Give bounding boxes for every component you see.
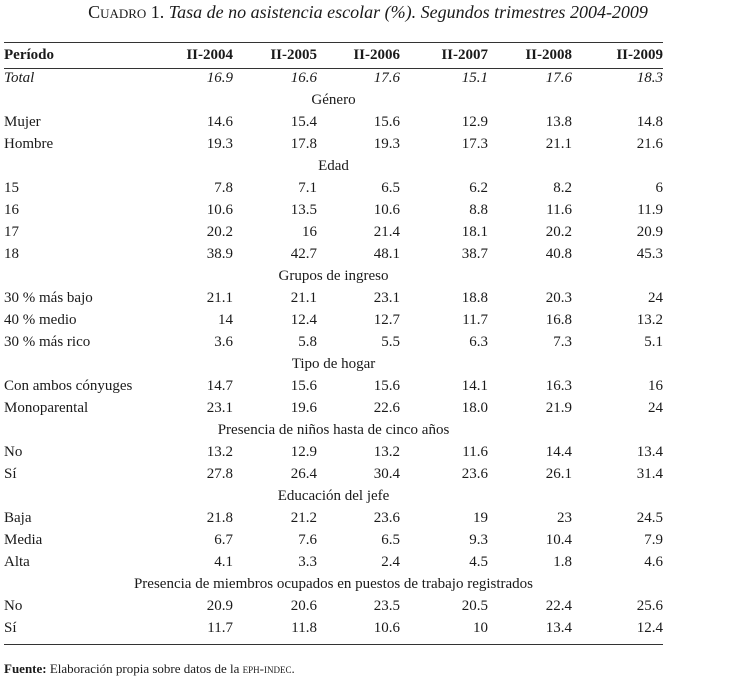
table-cell: 23 bbox=[557, 510, 572, 526]
bottom-rule bbox=[4, 644, 663, 645]
table-cell: 3.6 bbox=[214, 334, 233, 350]
table-cell: 22.4 bbox=[545, 598, 572, 614]
table-cell: 10 bbox=[473, 620, 488, 636]
table-cell: 45.3 bbox=[636, 246, 663, 262]
table-cell: 42.7 bbox=[290, 246, 317, 262]
table-cell: 18.1 bbox=[461, 224, 488, 240]
table-cell: 15.6 bbox=[373, 114, 400, 130]
table-cell: 10.4 bbox=[545, 532, 572, 548]
table-cell: 24 bbox=[648, 290, 663, 306]
row-label: Sí bbox=[4, 466, 17, 482]
row-label: 15 bbox=[4, 180, 19, 196]
table-row bbox=[4, 595, 663, 617]
table-cell: 19.3 bbox=[373, 136, 400, 152]
table-cell: 13.5 bbox=[290, 202, 317, 218]
table-cell: 15.4 bbox=[290, 114, 317, 130]
row-label: 17 bbox=[4, 224, 19, 240]
table-cell: 26.1 bbox=[545, 466, 572, 482]
table-cell: 7.1 bbox=[298, 180, 317, 196]
row-label: Con ambos cónyuges bbox=[4, 378, 133, 394]
caption-number: Cuadro 1. bbox=[88, 2, 165, 22]
table-cell: 23.5 bbox=[373, 598, 400, 614]
table-cell: 13.4 bbox=[545, 620, 572, 636]
header-row bbox=[4, 43, 663, 67]
table-cell: 9.3 bbox=[469, 532, 488, 548]
section-title: Presencia de niños hasta de cinco años bbox=[217, 422, 450, 438]
table-cell: 14 bbox=[218, 312, 233, 328]
table-cell: 14.7 bbox=[206, 378, 233, 394]
caption-title: Tasa de no asistencia escolar (%). Segundos trimestres 2004-2009 bbox=[168, 2, 648, 22]
table-cell: 5.5 bbox=[381, 334, 400, 350]
table-cell: 13.2 bbox=[206, 444, 233, 460]
table-cell: 27.8 bbox=[206, 466, 233, 482]
table-cell: 38.9 bbox=[206, 246, 233, 262]
table-cell: 20.2 bbox=[545, 224, 572, 240]
table-cell: 7.3 bbox=[553, 334, 572, 350]
table-cell: 18.3 bbox=[636, 70, 663, 86]
table-cell: 12.9 bbox=[290, 444, 317, 460]
table-cell: 11.9 bbox=[637, 202, 663, 218]
table-row bbox=[4, 617, 663, 639]
table-cell: 19 bbox=[473, 510, 488, 526]
table-cell: 16.9 bbox=[206, 70, 233, 86]
table-cell: 14.1 bbox=[461, 378, 488, 394]
table-cell: 20.2 bbox=[206, 224, 233, 240]
table-cell: 18.0 bbox=[461, 400, 488, 416]
table-cell: 14.6 bbox=[206, 114, 233, 130]
section-header-row bbox=[4, 573, 663, 595]
table-cell: 17.3 bbox=[461, 136, 488, 152]
table-cell: 14.4 bbox=[545, 444, 572, 460]
table-cell: 16.3 bbox=[545, 378, 572, 394]
table-cell: 4.5 bbox=[469, 554, 488, 570]
table-cell: 15.6 bbox=[290, 378, 317, 394]
table-cell: 7.8 bbox=[214, 180, 233, 196]
table-cell: 10.6 bbox=[206, 202, 233, 218]
table-cell: 8.2 bbox=[553, 180, 572, 196]
table-row bbox=[4, 397, 663, 419]
table-cell: 19.6 bbox=[290, 400, 317, 416]
table-row bbox=[4, 309, 663, 331]
section-header-row bbox=[4, 155, 663, 177]
table-cell: 14.8 bbox=[636, 114, 663, 130]
table-row bbox=[4, 199, 663, 221]
table-row bbox=[4, 243, 663, 265]
row-label: Alta bbox=[4, 554, 30, 570]
row-label: No bbox=[4, 598, 23, 614]
table-cell: 21.9 bbox=[545, 400, 572, 416]
table-row bbox=[4, 287, 663, 309]
table-cell: 12.4 bbox=[636, 620, 663, 636]
table-cell: 16 bbox=[648, 378, 663, 394]
table-cell: 21.6 bbox=[636, 136, 663, 152]
table-cell: 3.3 bbox=[298, 554, 317, 570]
section-header-row bbox=[4, 89, 663, 111]
section-header-row bbox=[4, 485, 663, 507]
source-label: Fuente: bbox=[4, 661, 47, 676]
row-label: Baja bbox=[4, 510, 32, 526]
table-cell: 12.9 bbox=[461, 114, 488, 130]
column-header: II-2006 bbox=[353, 47, 400, 63]
section-title: Educación del jefe bbox=[277, 488, 390, 504]
table-cell: 15.1 bbox=[461, 70, 488, 86]
table-cell: 6.7 bbox=[214, 532, 233, 548]
table-cell: 11.6 bbox=[546, 202, 572, 218]
table-row bbox=[4, 331, 663, 353]
table-cell: 2.4 bbox=[381, 554, 400, 570]
column-header: II-2004 bbox=[186, 47, 233, 63]
table-cell: 30.4 bbox=[373, 466, 400, 482]
table-cell: 12.7 bbox=[373, 312, 400, 328]
table-row bbox=[4, 133, 663, 155]
table-cell: 6.2 bbox=[469, 180, 488, 196]
section-header-row bbox=[4, 419, 663, 441]
row-label: Media bbox=[4, 532, 43, 548]
row-label: 40 % medio bbox=[4, 312, 77, 328]
table-cell: 12.4 bbox=[290, 312, 317, 328]
table-cell: 17.6 bbox=[545, 70, 572, 86]
table-cell: 24.5 bbox=[636, 510, 663, 526]
table-cell: 31.4 bbox=[636, 466, 663, 482]
table-cell: 48.1 bbox=[373, 246, 400, 262]
table-cell: 11.7 bbox=[207, 620, 233, 636]
table-cell: 25.6 bbox=[636, 598, 663, 614]
table-cell: 19.3 bbox=[206, 136, 233, 152]
table-row bbox=[4, 221, 663, 243]
section-header-row bbox=[4, 353, 663, 375]
row-label: 18 bbox=[4, 246, 19, 262]
table-cell: 23.6 bbox=[461, 466, 488, 482]
table-cell: 21.2 bbox=[290, 510, 317, 526]
row-label: No bbox=[4, 444, 23, 460]
table-cell: 20.3 bbox=[545, 290, 572, 306]
section-title: Edad bbox=[318, 158, 349, 174]
table-cell: 13.4 bbox=[636, 444, 663, 460]
row-label: Mujer bbox=[4, 114, 41, 130]
table-row bbox=[4, 507, 663, 529]
table-cell: 10.6 bbox=[373, 202, 400, 218]
table-cell: 21.1 bbox=[206, 290, 233, 306]
table-cell: 38.7 bbox=[461, 246, 488, 262]
table-cell: 22.6 bbox=[373, 400, 400, 416]
column-header: II-2007 bbox=[441, 47, 488, 63]
table-cell: 4.6 bbox=[644, 554, 663, 570]
section-title: Tipo de hogar bbox=[291, 356, 376, 372]
row-label: Hombre bbox=[4, 136, 54, 152]
table-cell: 5.8 bbox=[298, 334, 317, 350]
table-cell: 21.4 bbox=[373, 224, 400, 240]
table-row bbox=[4, 463, 663, 485]
column-header: II-2005 bbox=[270, 47, 317, 63]
table-cell: 13.2 bbox=[373, 444, 400, 460]
table-cell: 20.9 bbox=[636, 224, 663, 240]
table-row bbox=[4, 375, 663, 397]
table-cell: 7.6 bbox=[298, 532, 317, 548]
column-header: Período bbox=[4, 47, 54, 63]
table-cell: 6.3 bbox=[469, 334, 488, 350]
table-cell: 20.9 bbox=[206, 598, 233, 614]
table-row bbox=[4, 111, 663, 133]
table-caption bbox=[0, 0, 736, 24]
column-header: II-2009 bbox=[616, 47, 663, 63]
table-cell: 23.6 bbox=[373, 510, 400, 526]
table-cell: 18.8 bbox=[461, 290, 488, 306]
table-cell: 21.1 bbox=[545, 136, 572, 152]
table-cell: 8.8 bbox=[469, 202, 488, 218]
table-cell: 13.8 bbox=[545, 114, 572, 130]
table-cell: 6.5 bbox=[381, 532, 400, 548]
source-org: eph-indec bbox=[242, 661, 292, 676]
section-header-row bbox=[4, 265, 663, 287]
table-cell: 20.6 bbox=[290, 598, 317, 614]
data-table bbox=[4, 43, 663, 639]
source-text: Elaboración propia sobre datos de la bbox=[49, 661, 240, 676]
table-cell: 16.8 bbox=[545, 312, 572, 328]
table-cell: 11.7 bbox=[462, 312, 488, 328]
table-cell: 16 bbox=[302, 224, 317, 240]
table-cell: 11.6 bbox=[462, 444, 488, 460]
table-row bbox=[4, 551, 663, 573]
table-cell: 16.6 bbox=[290, 70, 317, 86]
table-cell: 21.8 bbox=[206, 510, 233, 526]
section-title: Género bbox=[311, 92, 356, 108]
table-cell: 23.1 bbox=[206, 400, 233, 416]
table-cell: 1.8 bbox=[553, 554, 572, 570]
table-cell: 26.4 bbox=[290, 466, 317, 482]
table-cell: 10.6 bbox=[373, 620, 400, 636]
table-cell: 6.5 bbox=[381, 180, 400, 196]
table-cell: 7.9 bbox=[644, 532, 663, 548]
table-cell: 20.5 bbox=[461, 598, 488, 614]
row-label: Sí bbox=[4, 620, 17, 636]
table-cell: 15.6 bbox=[373, 378, 400, 394]
table-cell: 24 bbox=[648, 400, 663, 416]
table-cell: 5.1 bbox=[644, 334, 663, 350]
total-row bbox=[4, 67, 663, 89]
table-row bbox=[4, 529, 663, 551]
row-label: Total bbox=[4, 70, 35, 86]
row-label: 30 % más rico bbox=[4, 334, 91, 350]
table-cell: 21.1 bbox=[290, 290, 317, 306]
table-cell: 17.6 bbox=[373, 70, 400, 86]
row-label: 16 bbox=[4, 202, 19, 218]
table-cell: 6 bbox=[655, 180, 663, 196]
table-cell: 23.1 bbox=[373, 290, 400, 306]
table-cell: 40.8 bbox=[545, 246, 572, 262]
section-title: Grupos de ingreso bbox=[278, 268, 389, 284]
table-row bbox=[4, 441, 663, 463]
table-cell: 11.8 bbox=[291, 620, 317, 636]
table-cell: 17.8 bbox=[290, 136, 317, 152]
row-label: 30 % más bajo bbox=[4, 290, 93, 306]
table-cell: 4.1 bbox=[214, 554, 233, 570]
row-label: Monoparental bbox=[4, 400, 89, 416]
section-title: Presencia de miembros ocupados en puestos de trabajo registrados bbox=[133, 576, 534, 592]
table-cell: 13.2 bbox=[636, 312, 663, 328]
source-end: . bbox=[291, 661, 295, 676]
column-header: II-2008 bbox=[525, 47, 572, 63]
table-row bbox=[4, 177, 663, 199]
source-note bbox=[4, 661, 295, 677]
